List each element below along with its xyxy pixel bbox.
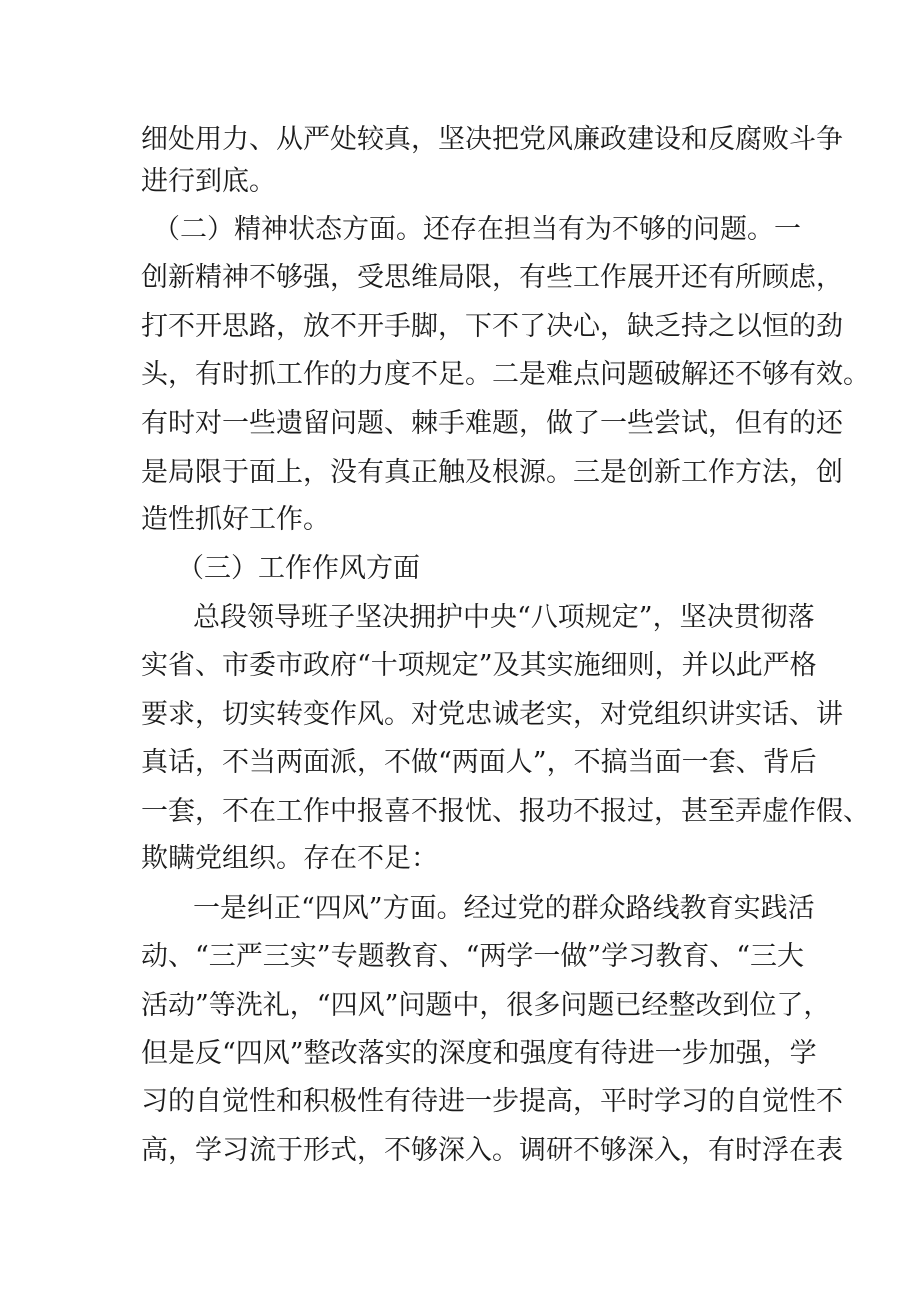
paragraph-line-2: 进行到底。 (141, 166, 276, 197)
paragraph-line-18: 动、“三严三实”专题教育、“两学一做”学习教育、“三大 (141, 941, 805, 972)
paragraph-line-12: 实省、市委市政府“十项规定”及其实施细则，并以此严格 (141, 650, 817, 681)
paragraph-line-3: （二）精神状态方面。还存在担当有为不够的问题。一 (153, 214, 801, 245)
paragraph-line-1: 细处用力、从严处较真，坚决把党风廉政建设和反腐败斗争 (141, 124, 843, 155)
paragraph-line-19: 活动”等洗礼，“四风”问题中，很多问题已经整改到位了， (141, 990, 831, 1021)
paragraph-line-11: 总段领导班子坚决拥护中央“八项规定”，坚决贯彻落 (193, 602, 815, 633)
paragraph-line-15: 一套，不在工作中报喜不报忧、报功不报过，甚至弄虚作假、 (141, 796, 870, 827)
paragraph-line-7: 有时对一些遗留问题、棘手难题，做了一些尝试，但有的还 (141, 408, 843, 439)
paragraph-line-21: 习的自觉性和积极性有待进一步提高，平时学习的自觉性不 (141, 1086, 843, 1117)
paragraph-line-22: 高，学习流于形式，不够深入。调研不够深入，有时浮在表 (141, 1135, 843, 1166)
paragraph-line-9: 造性抓好工作。 (141, 504, 330, 535)
paragraph-line-17: 一是纠正“四风”方面。经过党的群众路线教育实践活 (193, 893, 815, 924)
paragraph-line-8: 是局限于面上，没有真正触及根源。三是创新工作方法，创 (141, 457, 843, 488)
paragraph-line-20: 但是反“四风”整改落实的深度和强度有待进一步加强，学 (141, 1038, 817, 1069)
paragraph-line-14: 真话，不当两面派，不做“两面人”，不搞当面一套、背后 (141, 747, 817, 778)
paragraph-line-4: 创新精神不够强，受思维局限，有些工作展开还有所顾虑， (141, 262, 843, 293)
paragraph-line-16: 欺瞒党组织。存在不足： (141, 843, 438, 874)
paragraph-line-6: 头，有时抓工作的力度不足。二是难点问题破解还不够有效。 (141, 359, 870, 390)
section-heading-3: （三）工作作风方面 (177, 553, 420, 584)
paragraph-line-5: 打不开思路，放不开手脚，下不了决心，缺乏持之以恒的劲 (141, 311, 843, 342)
paragraph-line-13: 要求，切实转变作风。对党忠诚老实，对党组织讲实话、讲 (141, 699, 843, 730)
